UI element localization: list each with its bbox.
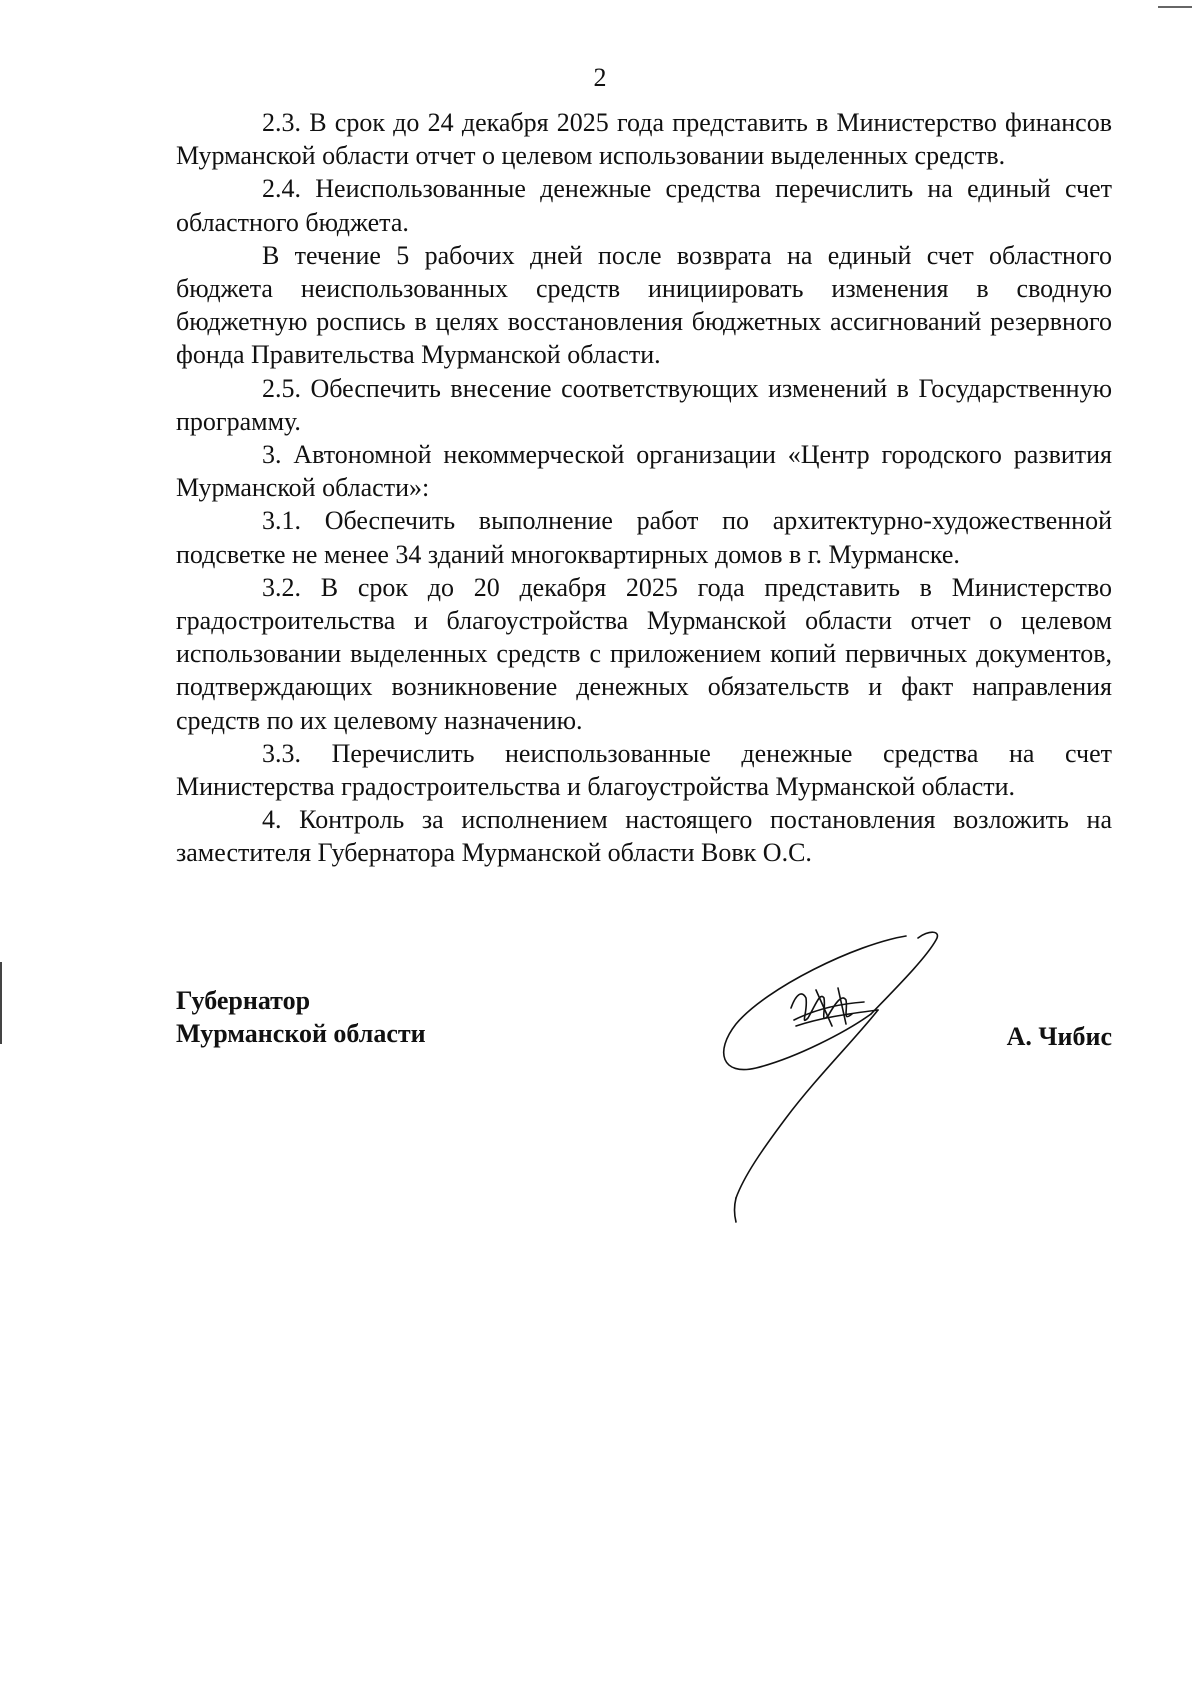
paragraph-2-3: 2.3. В срок до 24 декабря 2025 года представить в Министерство финансов Мурманской области отчет о целевом использовании выделенных средств. xyxy=(176,108,1112,171)
paragraph-3-2: 3.2. В срок до 20 декабря 2025 года представить в Министерство градостроительства и благоустройства Мурманской области отчет о целевом использовании выделенных средств с приложением копий первичных документов, подтверждающих возникновение денежных обязательств и факт направления средств по их целевому назначению. xyxy=(176,572,1112,735)
signatory-title-line2: Мурманской области xyxy=(176,1019,426,1048)
paragraph-3-1: 3.1. Обеспечить выполнение работ по архитектурно-художественной подсветке не менее 34 зданий многоквартирных домов в г. Мурманске. xyxy=(176,506,1112,569)
paragraph-3-3: 3.3. Перечислить неиспользованные денежные средства на счет Министерства градостроительства и благоустройства Мурманской области. xyxy=(176,738,1112,802)
page-number: 2 xyxy=(593,63,607,92)
paragraph-3: 3. Автономной некоммерческой организации «Центр городского развития Мурманской области»: xyxy=(176,440,1112,503)
signatory-name: А. Чибис xyxy=(1006,1022,1112,1051)
paragraph-2-4-continuation: В течение 5 рабочих дней после возврата на единый счет областного бюджета неиспользованных средств инициировать изменения в сводную бюджетную роспись в целях восстановления бюджетных ассигнований резервного фонда Правительства Мурманской области. xyxy=(176,240,1112,370)
signatory-title-line1: Губернатор xyxy=(176,986,311,1015)
paragraph-4: 4. Контроль за исполнением настоящего постановления возложить на заместителя Губернатора Мурманской области Вовк О.С. xyxy=(176,805,1112,868)
handwritten-signature xyxy=(696,928,1116,1228)
scan-edge-mark-left xyxy=(0,962,2,1044)
scan-edge-mark-top xyxy=(1158,6,1192,8)
signature-block xyxy=(176,984,1112,1264)
paragraph-2-5: 2.5. Обеспечить внесение соответствующих изменений в Государственную программу. xyxy=(176,373,1112,436)
paragraph-2-4: 2.4. Неиспользованные денежные средства перечислить на единый счет областного бюджета. xyxy=(176,174,1112,237)
signatory-title xyxy=(176,984,426,1050)
document-body xyxy=(176,106,1112,870)
